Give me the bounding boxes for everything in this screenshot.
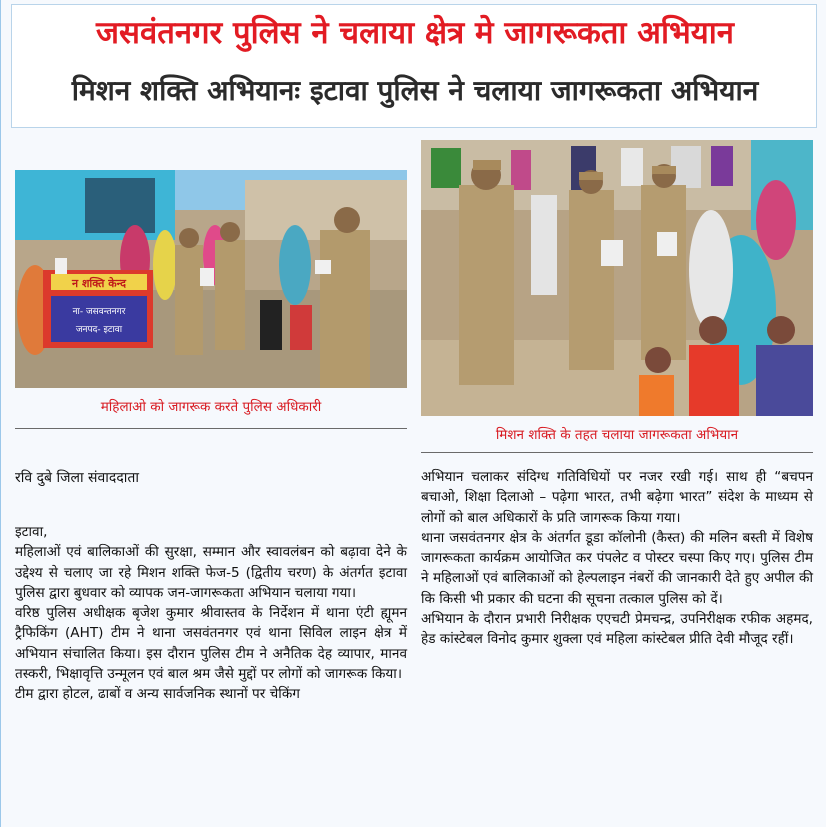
banner-title: न शक्ति केन्द — [72, 277, 126, 290]
photo-colony-campaign — [421, 140, 813, 416]
subheadline: मिशन शक्ति अभियानः इटावा पुलिस ने चलाया जागरूकता अभियान — [71, 74, 759, 107]
banner-line-2: ना- जसवन्तनगर — [72, 307, 126, 317]
photo-caption-left: महिलाओ को जागरूक करते पुलिस अधिकारी — [100, 399, 322, 415]
divider-right — [421, 452, 813, 453]
headline-box — [11, 4, 817, 128]
article-paragraph: अभियान के दौरान प्रभारी निरीक्षक एएचटी प्रेमचन्द्र, उपनिरीक्षक रफीक अहमद, हेड कांस्टेबल विनोद कुमार शुक्ला एवं महिला कांस्टेबल प्रीति देवी मौजूद रहीं। — [421, 611, 813, 648]
photo-caption-right: मिशन शक्ति के तहत चलाया जागरूकता अभियान — [495, 427, 739, 443]
article-paragraph: थाना जसवंतनगर क्षेत्र के अंतर्गत डूडा कॉलोनी (कैस्त) की मलिन बस्ती में विशेष जागरूकता कार्यक्रम आयोजित कर पंपलेट व पोस्टर चस्पा किए गए। पुलिस टीम ने महिलाओं एवं बालिकाओं को हेल्पलाइन नंबरों की जानकारी देते हुए अपील की कि किसी भी प्रकार की घटना की सूचना तत्काल पुलिस को दें। — [421, 529, 813, 607]
article-paragraph: वरिष्ठ पुलिस अधीक्षक बृजेश कुमार श्रीवास्तव के निर्देशन में थाना एंटी ह्यूमन ट्रैफिकिंग (AHT) टीम ने थाना जसवंतनगर एवं थाना सिविल लाइन क्षेत्र में अभियान संचालित किया। इस दौरान पुलिस टीम ने अनैतिक देह व्यापार, मानव तस्करी, भिक्षावृत्ति उन्मूलन एवं बाल श्रम जैसे मुद्दों पर लोगों को जागरूक किया। — [15, 605, 407, 683]
byline: रवि दुबे जिला संवाददाता — [15, 470, 140, 486]
article-paragraph: इटावा, — [15, 524, 48, 540]
banner-line-3: जनपद- इटावा — [75, 325, 123, 335]
article-paragraph: टीम द्वारा होटल, ढाबों व अन्य सार्वजनिक स्थानों पर चेकिंग — [15, 686, 300, 703]
divider-left — [15, 428, 407, 429]
headline: जसवंतनगर पुलिस ने चलाया क्षेत्र मे जागरूकता अभियान — [96, 15, 734, 51]
photo-women-awareness — [15, 170, 407, 388]
article-paragraph: अभियान चलाकर संदिग्ध गतिविधियों पर नजर रखी गई। साथ ही “बचपन बचाओ, शिक्षा दिलाओ – पढ़ेगा भारत, तभी बढ़ेगा भारत” संदेश के माध्यम से लोगों को बाल अधिकारों के प्रति जागरूक किया गया। — [421, 469, 813, 526]
article-column-right — [421, 467, 813, 650]
article-paragraph: महिलाओं एवं बालिकाओं की सुरक्षा, सम्मान और स्वावलंबन को बढ़ावा देने के उद्देश्य से चलाए जा रहे मिशन शक्ति फेज-5 (द्वितीय चरण) के अंतर्गत इटावा पुलिस द्वारा बुधवार को व्यापक जन-जागरूकता अभियान चलाया गया। — [15, 544, 407, 601]
article-column-left — [15, 522, 407, 705]
